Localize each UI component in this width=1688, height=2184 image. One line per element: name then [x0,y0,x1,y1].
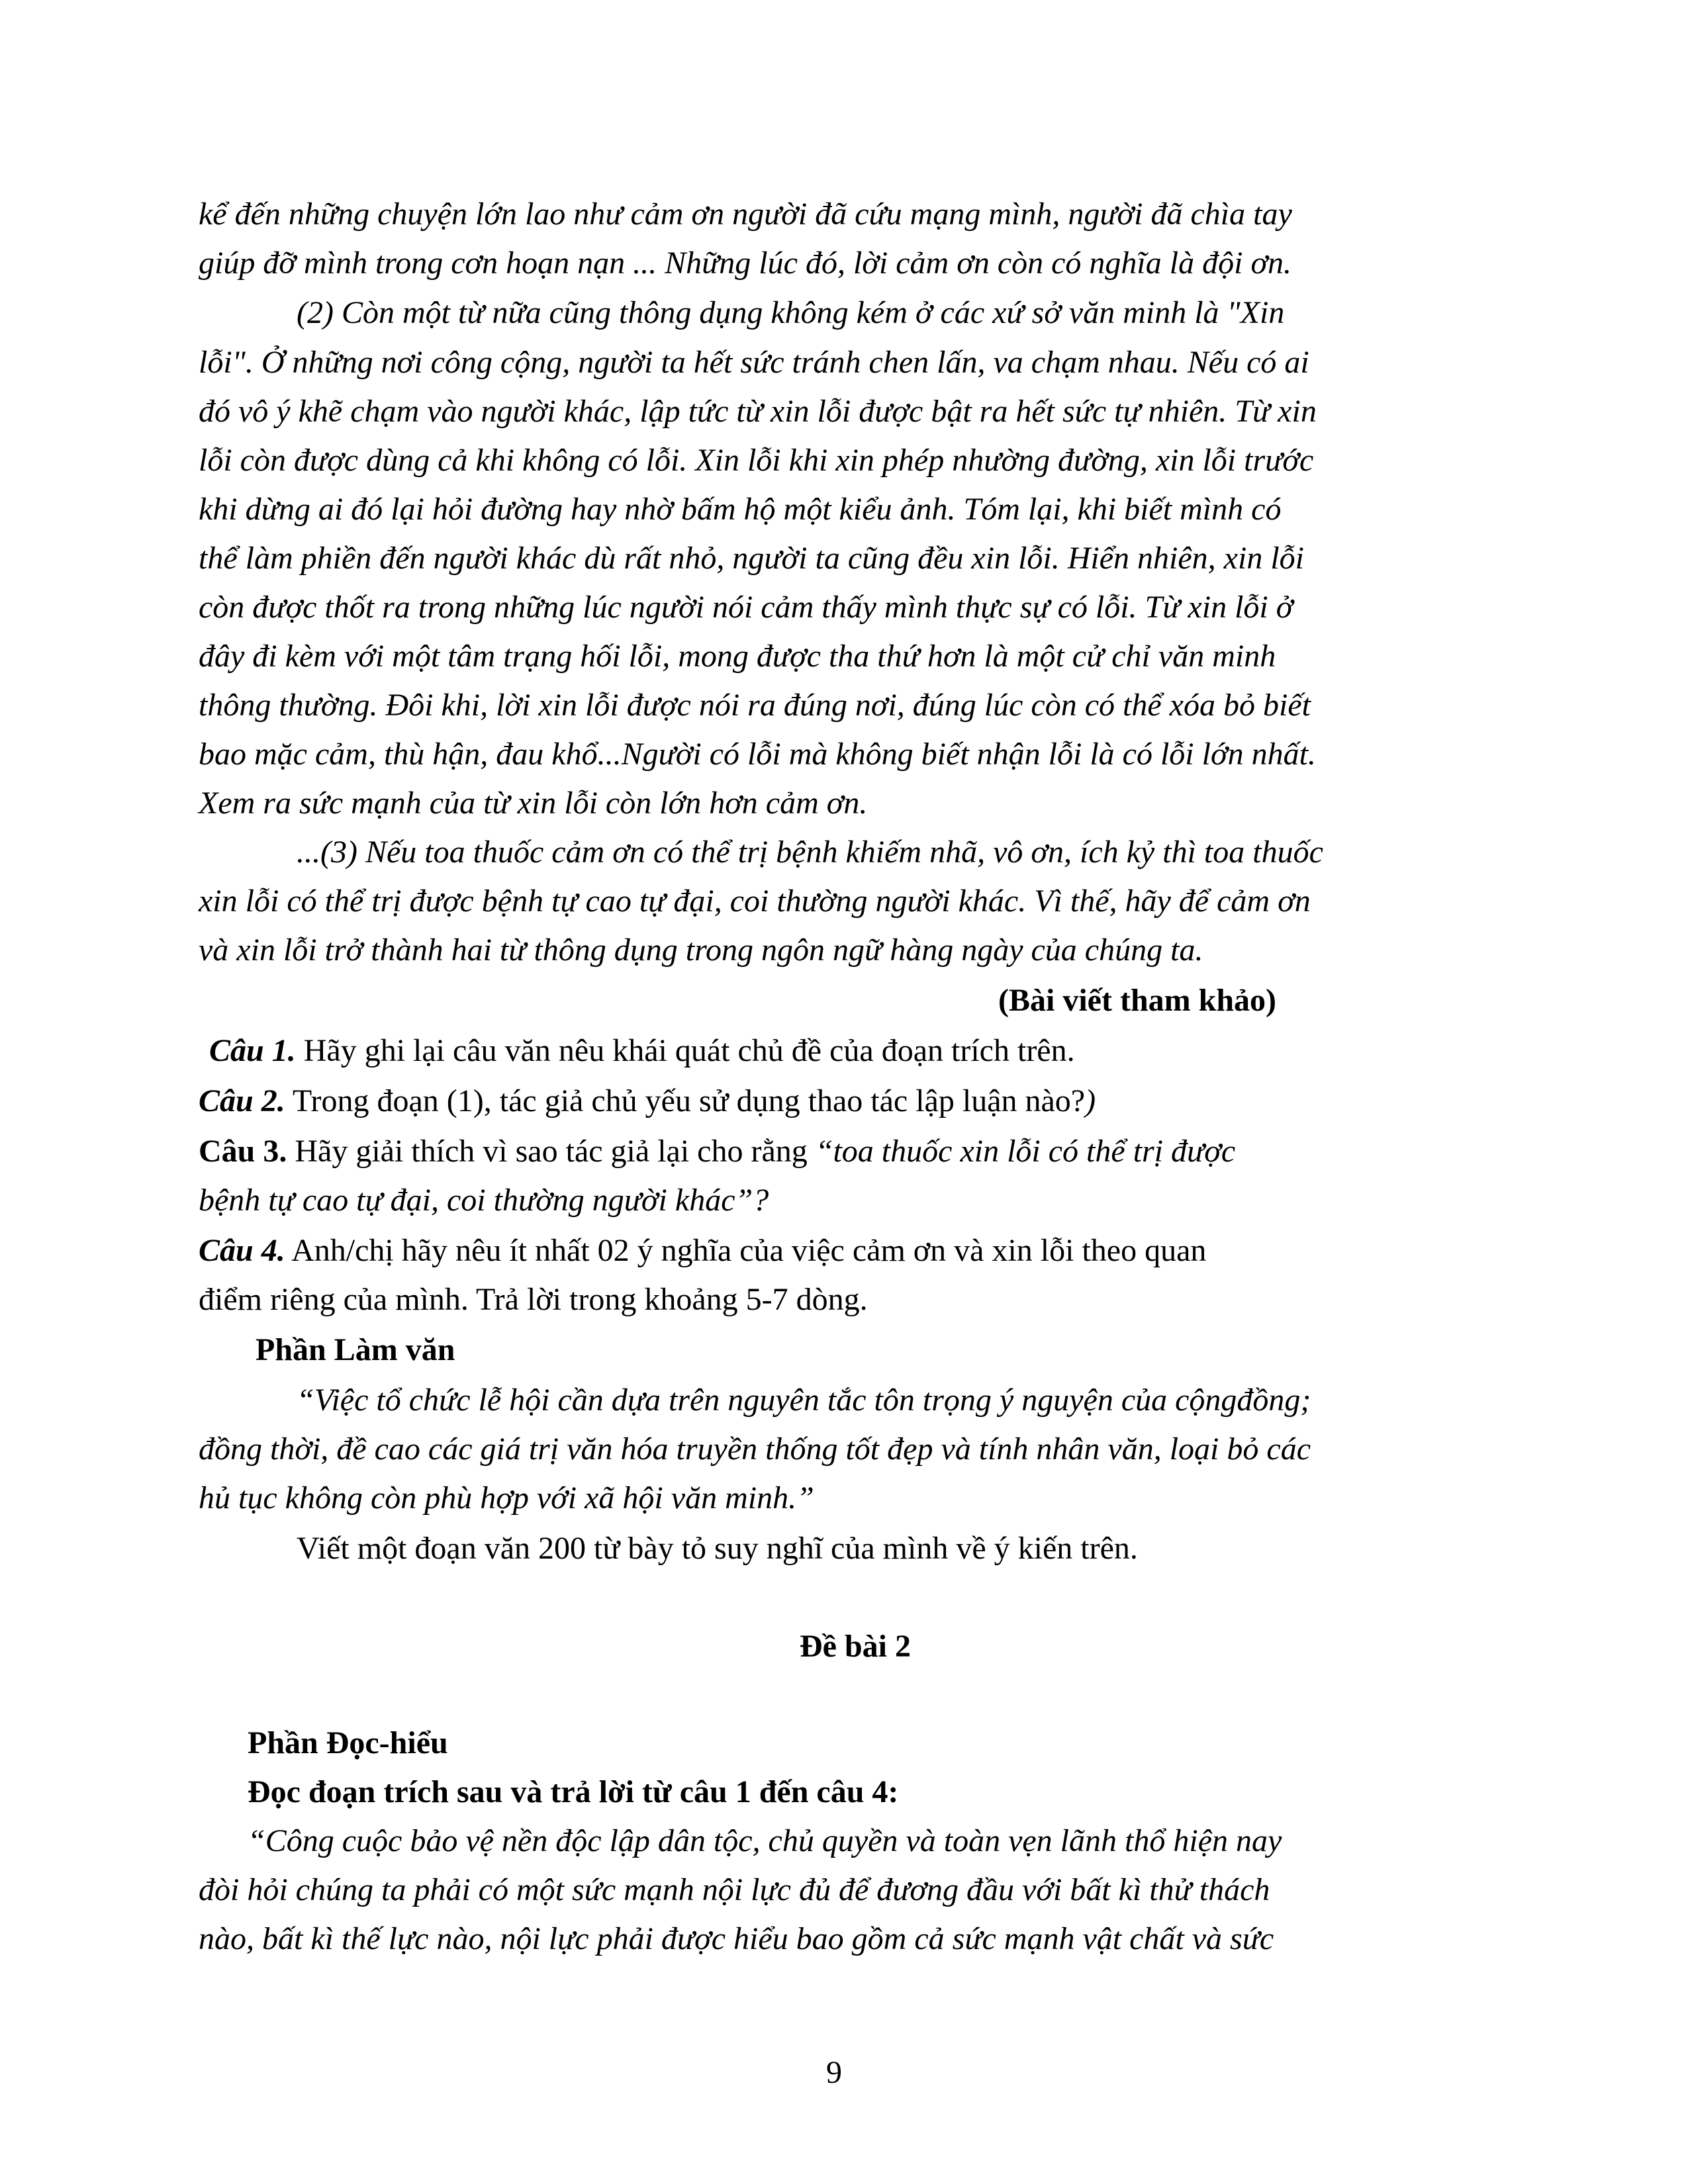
question-3 [199,1136,1235,1167]
section-heading: Phần Làm văn [256,1332,455,1367]
quote-line: nào, bất kì thế lực nào, nội lực phải được hiểu bao gồm cả sức mạnh vật chất và sức [199,1921,1274,1956]
question-4-continued: điểm riêng của mình. Trả lời trong khoảng 5-7 dòng. [199,1282,868,1317]
question-label: Câu 1. [209,1033,296,1068]
text-line: xin lỗi có thể trị được bệnh tự cao tự đại, coi thường người khác. Vì thế, hãy để cảm ơn [199,884,1311,919]
text-line: còn được thốt ra trong những lúc người nói cảm thấy mình thực sự có lỗi. Từ xin lỗi ở [199,590,1293,625]
text-line: lỗi còn được dùng cả khi không có lỗi. Xin lỗi khi xin phép nhường đường, xin lỗi trước [199,443,1314,478]
text-line: bao mặc cảm, thù hận, đau khổ...Người có lỗi mà không biết nhận lỗi là có lỗi lớn nhất. [199,737,1316,772]
text-line: và xin lỗi trở thành hai từ thông dụng trong ngôn ngữ hàng ngày của chúng ta. [199,933,1203,968]
text-line: khi dừng ai đó lại hỏi đường hay nhờ bấm hộ một kiểu ảnh. Tóm lại, khi biết mình có [199,492,1282,527]
page-number: 9 [826,2055,842,2090]
question-label: Câu 3. [199,1134,287,1169]
question-3-continued: bệnh tự cao tự đại, coi thường người khác”? [199,1183,769,1218]
writing-task: Viết một đoạn văn 200 từ bày tỏ suy nghĩ của mình về ý kiến trên. [297,1531,1138,1566]
text-line: Xem ra sức mạnh của từ xin lỗi còn lớn hơn cảm ơn. [199,786,868,821]
text-line: thông thường. Đôi khi, lời xin lỗi được nói ra đúng nơi, đúng lúc còn có thể xóa bỏ biết [199,688,1311,723]
text-line: giúp đỡ mình trong cơn hoạn nạn ... Những lúc đó, lời cảm ơn còn có nghĩa là đội ơn. [199,246,1292,281]
question-quote: “toa thuốc xin lỗi có thể trị được [815,1134,1236,1169]
question-2 [199,1085,1096,1117]
question-4 [199,1235,1206,1267]
text-line: đó vô ý khẽ chạm vào người khác, lập tức từ xin lỗi được bật ra hết sức tự nhiên. Từ xin [199,394,1317,429]
question-label: Câu 4. [199,1233,285,1268]
question-text: Hãy giải thích vì sao tác giả lại cho rằng [287,1134,816,1169]
quote-line: đòi hỏi chúng ta phải có một sức mạnh nội lực đủ để đương đầu với bất kì thử thách [199,1872,1270,1907]
quote-line: “Công cuộc bảo vệ nền độc lập dân tộc, chủ quyền và toàn vẹn lãnh thổ hiện nay [248,1823,1282,1858]
text-line: lỗi". Ở những nơi công cộng, người ta hết sức tránh chen lấn, va chạm nhau. Nếu có ai [199,345,1309,380]
source-citation: (Bài viết tham khảo) [998,983,1276,1018]
text-line: ...(3) Nếu toa thuốc cảm ơn có thể trị bệnh khiếm nhã, vô ơn, ích kỷ thì toa thuốc [297,835,1323,870]
instruction: Đọc đoạn trích sau và trả lời từ câu 1 đến câu 4: [248,1774,899,1809]
question-tail: ) [1085,1083,1096,1118]
question-text: Hãy ghi lại câu văn nêu khái quát chủ đề của đoạn trích trên. [295,1033,1075,1068]
quote-line: hủ tục không còn phù hợp với xã hội văn minh.” [199,1480,814,1516]
question-text: Anh/chị hãy nêu ít nhất 02 ý nghĩa của việc cảm ơn và xin lỗi theo quan [285,1233,1207,1268]
quote-line: đồng thời, đề cao các giá trị văn hóa truyền thống tốt đẹp và tính nhân văn, loại bỏ các [199,1432,1311,1467]
question-text: Trong đoạn (1), tác giả chủ yếu sử dụng thao tác lập luận nào? [285,1083,1086,1118]
text-line: đây đi kèm với một tâm trạng hối lỗi, mong được tha thứ hơn là một cử chỉ văn minh [199,639,1276,674]
text-line: kể đến những chuyện lớn lao như cảm ơn người đã cứu mạng mình, người đã chìa tay [199,197,1292,232]
question-1 [209,1035,1075,1067]
text-line: thể làm phiền đến người khác dù rất nhỏ, người ta cũng đều xin lỗi. Hiển nhiên, xin lỗi [199,541,1304,576]
question-label: Câu 2. [199,1083,285,1118]
text-line: (2) Còn một từ nữa cũng thông dụng không kém ở các xứ sở văn minh là "Xin [297,295,1285,330]
section-heading: Phần Đọc-hiểu [248,1725,448,1760]
quote-line: “Việc tổ chức lễ hội cần dựa trên nguyên tắc tôn trọng ý nguyện của cộngđồng; [297,1383,1311,1418]
exam-title: Đề bài 2 [800,1629,911,1664]
